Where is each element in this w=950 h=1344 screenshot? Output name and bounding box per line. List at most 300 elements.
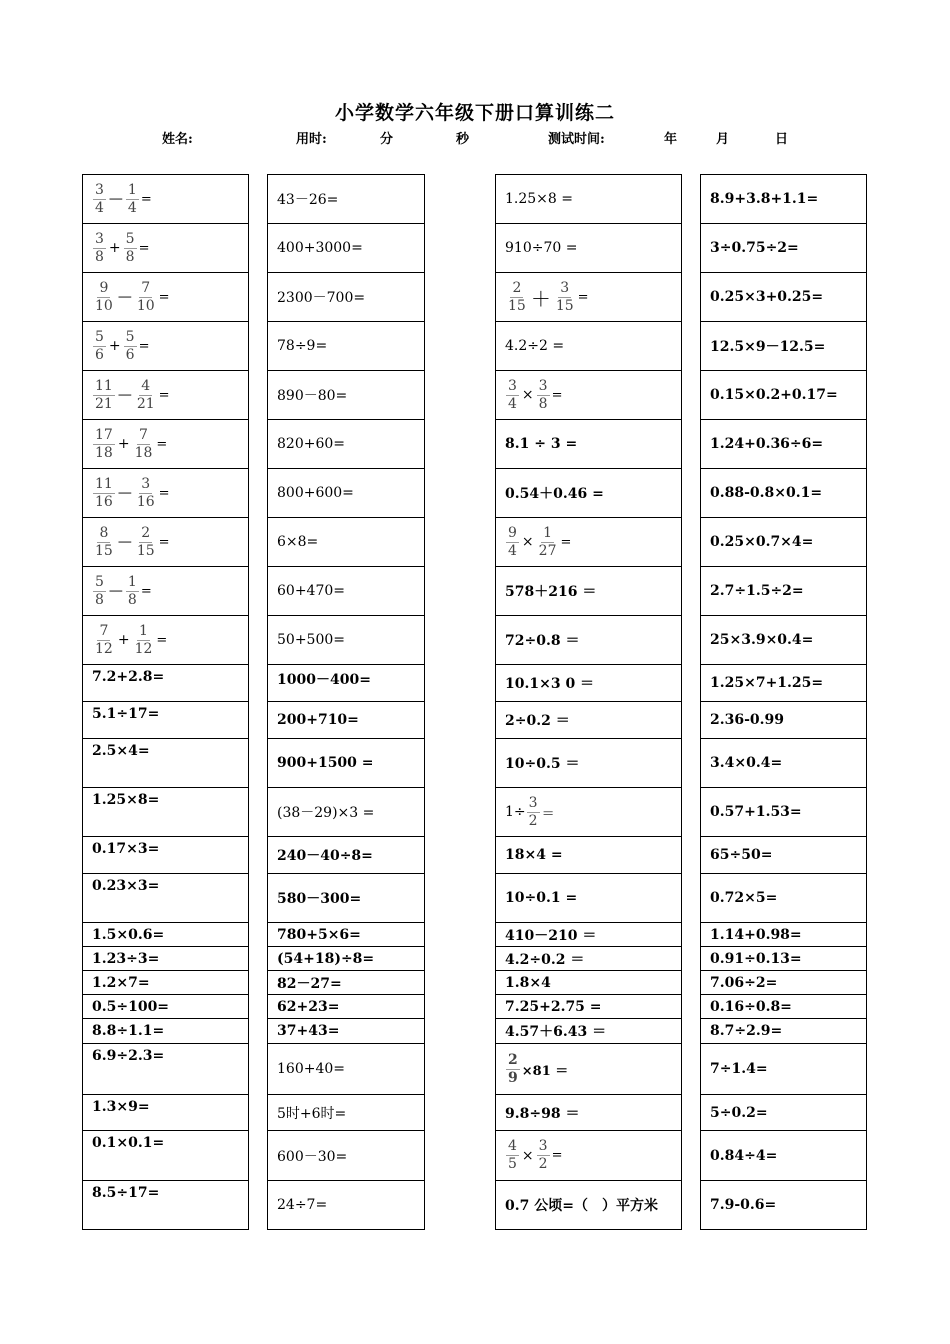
exercise-row [83, 1044, 249, 1095]
denominator: 4 [127, 199, 137, 216]
exercise-text: 8.7÷2.9= [710, 1023, 783, 1039]
exercise-text: 1.8×4 [505, 974, 551, 991]
fraction-expression [505, 525, 571, 560]
denominator: 16 [95, 493, 113, 510]
fraction-expression [505, 280, 589, 315]
exercise-text: 7÷1.4= [710, 1061, 768, 1077]
exercise-cell [83, 175, 249, 224]
exercise-cell [701, 469, 867, 518]
exercise-cell [701, 616, 867, 665]
fraction [93, 378, 115, 413]
exercise-cell [83, 874, 249, 923]
numerator: 3 [95, 181, 104, 198]
exercise-cell [496, 995, 682, 1019]
exercise-cell [268, 874, 425, 923]
exercise-row [701, 1095, 867, 1131]
exercise-cell [268, 420, 425, 469]
equals-sign: = [140, 583, 152, 599]
exercise-row [268, 947, 425, 971]
exercise-cell [701, 1095, 867, 1131]
exercise-row [83, 273, 249, 322]
expression-prefix: 1÷ [505, 804, 526, 820]
exercise-row [83, 420, 249, 469]
equals-sign: = [551, 1148, 563, 1163]
exercise-text: 1.25×8 = [505, 191, 573, 207]
exercise-row [701, 739, 867, 788]
fraction-expression [505, 795, 555, 830]
denominator: 16 [136, 493, 155, 510]
numerator: 1 [127, 181, 137, 198]
exercise-text: 2.5×4= [92, 743, 150, 759]
operator: + [108, 338, 121, 354]
exercise-row [701, 567, 867, 616]
exercise-row [701, 995, 867, 1019]
exercise-text: 6.9÷2.3= [92, 1048, 165, 1064]
fraction-expression [92, 623, 167, 658]
exercise-text: 0.91÷0.13= [710, 950, 802, 967]
exercise-cell [268, 469, 425, 518]
exercise-cell [496, 420, 682, 469]
exercise-cell [701, 371, 867, 420]
fraction-expression [92, 182, 152, 217]
exercise-cell [701, 923, 867, 947]
numerator: 5 [95, 573, 104, 590]
exercise-row [268, 1181, 425, 1230]
numerator: 3 [95, 230, 104, 247]
fraction [537, 1138, 550, 1173]
exercise-text: 6×8= [277, 534, 319, 550]
operator: + [108, 240, 121, 256]
exercise-cell [701, 420, 867, 469]
exercise-cell [496, 616, 682, 665]
exercise-cell [268, 322, 425, 371]
denominator: 8 [95, 248, 104, 265]
numerator: 9 [508, 524, 517, 541]
fraction [133, 427, 155, 462]
numerator: 3 [538, 377, 548, 394]
exercise-text: 900+1500 = [277, 755, 374, 771]
exercise-text: 4.2÷0.2 ＝ [505, 951, 585, 968]
exercise-row [701, 224, 867, 273]
exercise-cell [701, 1181, 867, 1230]
exercise-text: 890－80= [277, 388, 348, 404]
exercise-text: 62+23= [277, 998, 340, 1015]
operator: — [117, 387, 132, 403]
exercise-column-3 [495, 174, 682, 1230]
exercise-cell [268, 923, 425, 947]
exercise-row [268, 971, 425, 995]
exercise-row [268, 469, 425, 518]
exercise-row [83, 616, 249, 665]
exercise-text: 7.25+2.75 = [505, 998, 602, 1015]
exercise-text: 240－40÷8= [277, 848, 373, 864]
fraction [135, 476, 157, 511]
equals-sign: ＝ [541, 806, 555, 822]
fraction [506, 1052, 520, 1087]
fraction [124, 329, 137, 364]
exercise-text: 0.57+1.53= [710, 804, 802, 820]
exercise-text: 1.2×7= [92, 974, 150, 991]
exercise-text: 0.7 公顷=（ ）平方米 [505, 1198, 658, 1214]
exercise-cell [268, 371, 425, 420]
exercise-row [268, 322, 425, 371]
exercise-text: 2300－700= [277, 290, 366, 306]
numerator: 7 [99, 622, 109, 639]
exercise-text: 4.57＋6.43 ＝ [505, 1024, 607, 1040]
exercise-text: 12.5×9－12.5= [710, 339, 826, 355]
exercise-row [701, 665, 867, 702]
numerator: 2 [508, 1051, 518, 1068]
exercise-cell [83, 947, 249, 971]
exercise-row [496, 837, 682, 874]
exercise-cell [496, 175, 682, 224]
exercise-text: 1.14+0.98= [710, 926, 802, 943]
exercise-text: 0.84÷4= [710, 1147, 778, 1164]
equals-sign: = [158, 289, 170, 305]
exercise-text: 65÷50= [710, 847, 773, 863]
exercise-cell [83, 1019, 249, 1044]
exercise-text: 0.72×5= [710, 890, 778, 906]
denominator: 12 [134, 640, 153, 657]
exercise-cell [83, 1131, 249, 1181]
minute-label: 分 [380, 132, 394, 147]
exercise-row [701, 1044, 867, 1095]
exercise-row [268, 273, 425, 322]
operator: — [108, 191, 123, 207]
denominator: 10 [95, 297, 113, 314]
operator: × [521, 1147, 534, 1164]
exercise-text: 0.16÷0.8= [710, 998, 792, 1015]
exercise-row [701, 971, 867, 995]
fraction-expression [92, 329, 149, 364]
exercise-cell [496, 322, 682, 371]
exercise-cell [496, 224, 682, 273]
fraction [506, 1138, 519, 1173]
exercise-cell [268, 175, 425, 224]
numerator: 11 [95, 377, 113, 394]
exercise-text: 1.23÷3= [92, 950, 160, 967]
exercise-row [496, 224, 682, 273]
exercise-cell [496, 273, 682, 322]
fraction [126, 182, 139, 217]
exercise-text: 800+600= [277, 485, 354, 501]
exercise-row [83, 874, 249, 923]
exercise-cell [268, 1095, 425, 1131]
exercise-text: 72÷0.8 ＝ [505, 633, 580, 649]
numerator: 5 [125, 328, 135, 345]
exercise-row [496, 1095, 682, 1131]
denominator: 4 [508, 542, 517, 559]
exercise-cell [268, 995, 425, 1019]
exercise-text: 0.15×0.2+0.17= [710, 387, 838, 403]
exercise-text: 78÷9= [277, 338, 328, 354]
exercise-row [701, 175, 867, 224]
exercise-cell [701, 788, 867, 837]
exercise-cell [83, 616, 249, 665]
fraction [135, 378, 157, 413]
exercise-text: 0.17×3= [92, 841, 160, 857]
exercise-text: 60+470= [277, 583, 345, 599]
fraction [93, 231, 106, 266]
exercise-text: 580－300= [277, 891, 362, 907]
exercise-cell [268, 971, 425, 995]
page-title: 小学数学六年级下册口算训练二 [334, 102, 615, 124]
exercise-text: 0.25×0.7×4= [710, 534, 814, 550]
numerator: 3 [141, 475, 151, 492]
exercise-cell [268, 1131, 425, 1181]
exercise-text: 0.23×3= [92, 878, 160, 894]
exercise-row [496, 971, 682, 995]
fraction-expression [505, 1052, 568, 1087]
exercise-cell [83, 665, 249, 702]
exercise-cell [496, 371, 682, 420]
exercise-text: 600－30= [277, 1148, 348, 1165]
exercise-cell [496, 837, 682, 874]
exercise-row [701, 1131, 867, 1181]
year-label: 年 [664, 132, 678, 147]
exercise-text: 43－26= [277, 192, 339, 208]
exercise-row [496, 175, 682, 224]
exercise-text: 820+60= [277, 436, 345, 452]
exercise-cell [83, 739, 249, 788]
operator: — [117, 534, 132, 550]
exercise-row [268, 788, 425, 837]
exercise-cell [496, 1044, 682, 1095]
exercise-text: 10.1×3 0 ＝ [505, 676, 595, 692]
exercise-row [83, 665, 249, 702]
exercise-text: 0.5÷100= [92, 998, 170, 1015]
fraction [93, 476, 115, 511]
denominator: 6 [95, 346, 104, 363]
fraction [93, 280, 115, 315]
exercise-text: 0.54＋0.46 = [505, 486, 604, 502]
exercise-row [496, 273, 682, 322]
month-label: 月 [716, 132, 730, 147]
exercise-cell [83, 923, 249, 947]
exercise-text: 200+710= [277, 712, 359, 728]
fraction-expression [92, 574, 152, 609]
exercise-column-1 [82, 174, 249, 1230]
exercise-text: 1.25×7+1.25= [710, 675, 824, 691]
exercise-row [496, 1181, 682, 1230]
fraction [135, 525, 157, 560]
exercise-row [83, 837, 249, 874]
exercise-row [701, 874, 867, 923]
exercise-text: 1.24+0.36÷6= [710, 436, 824, 452]
exercise-cell [83, 1044, 249, 1095]
exercise-cell [268, 739, 425, 788]
exercise-cell [701, 665, 867, 702]
exercise-row [268, 739, 425, 788]
exercise-row [496, 788, 682, 837]
exercise-text: 578＋216 ＝ [505, 584, 597, 600]
exercise-row [701, 371, 867, 420]
numerator: 3 [528, 794, 538, 811]
exercise-row [701, 469, 867, 518]
fraction [93, 525, 115, 560]
fraction-expression [92, 525, 170, 560]
exercise-cell [496, 469, 682, 518]
exercise-row [496, 1131, 682, 1181]
exercise-cell [268, 518, 425, 567]
exercise-row [83, 175, 249, 224]
exercise-text: 1.5×0.6= [92, 926, 165, 943]
exercise-cell [83, 788, 249, 837]
denominator: 21 [136, 395, 155, 412]
exercise-cell [496, 702, 682, 739]
denominator: 5 [508, 1156, 517, 1172]
equals-sign: = [577, 289, 589, 305]
exercise-row [268, 420, 425, 469]
exercise-cell [83, 371, 249, 420]
operator: + [117, 436, 130, 452]
exercise-row [83, 371, 249, 420]
exercise-cell [268, 1019, 425, 1044]
exercise-row [83, 567, 249, 616]
exercise-row [83, 1131, 249, 1181]
exercise-row [701, 420, 867, 469]
exercise-cell [83, 469, 249, 518]
operator: + [117, 632, 130, 648]
exercise-row [83, 739, 249, 788]
fraction-expression [92, 476, 170, 511]
exercise-cell [83, 518, 249, 567]
exercise-row [83, 1181, 249, 1230]
exercise-row [496, 420, 682, 469]
exercise-cell [701, 567, 867, 616]
exercise-row [496, 567, 682, 616]
exercise-row [496, 1044, 682, 1095]
numerator: 2 [141, 524, 151, 541]
exercise-cell [496, 739, 682, 788]
exercise-row [268, 1095, 425, 1131]
fraction [527, 795, 540, 830]
day-label: 日 [775, 132, 789, 147]
exercise-text: 0.25×3+0.25= [710, 289, 824, 305]
denominator: 9 [508, 1069, 518, 1086]
numerator: 4 [508, 1138, 517, 1154]
exercise-row [268, 1131, 425, 1181]
exercise-row [701, 947, 867, 971]
test-time-label: 测试时间: [548, 132, 605, 147]
denominator: 18 [95, 444, 113, 461]
exercise-row [268, 616, 425, 665]
exercise-text: 3.4×0.4= [710, 755, 783, 771]
exercise-text: 1.25×8= [92, 792, 160, 808]
numerator: 9 [99, 279, 109, 296]
exercise-text: 410－210 ＝ [505, 927, 597, 944]
exercise-cell [83, 322, 249, 371]
fraction-expression [505, 1138, 562, 1173]
equals-sign: = [158, 534, 170, 550]
exercise-text: (54+18)÷8= [277, 950, 375, 967]
exercise-cell [496, 1019, 682, 1044]
exercise-row [496, 518, 682, 567]
exercise-text: 1000－400= [277, 672, 371, 688]
exercise-row [83, 702, 249, 739]
exercise-cell [83, 702, 249, 739]
exercise-column-4 [700, 174, 867, 1230]
exercise-row [496, 1019, 682, 1044]
denominator: 15 [136, 542, 155, 559]
denominator: 8 [125, 248, 135, 265]
exercise-row [496, 371, 682, 420]
exercise-row [268, 518, 425, 567]
exercise-cell [701, 175, 867, 224]
exercise-row [268, 1044, 425, 1095]
exercise-text: 0.88-0.8×0.1= [710, 485, 823, 501]
exercise-row [83, 1095, 249, 1131]
numerator: 7 [141, 279, 151, 296]
exercise-text: 4.2÷2 = [505, 338, 565, 354]
numerator: 1 [543, 524, 553, 541]
numerator: 8 [99, 524, 109, 541]
equals-sign: ×81 ＝ [521, 1063, 569, 1079]
denominator: 8 [95, 591, 104, 608]
equals-sign: = [158, 387, 170, 403]
exercise-text: 7.06÷2= [710, 974, 778, 991]
exercise-text: 2÷0.2 ＝ [505, 713, 570, 729]
equals-sign: = [140, 191, 152, 207]
exercise-text: 160+40= [277, 1061, 345, 1077]
exercise-row [701, 1019, 867, 1044]
exercise-cell [83, 1095, 249, 1131]
exercise-cell [496, 923, 682, 947]
exercise-row [83, 322, 249, 371]
exercise-text: 10÷0.5 ＝ [505, 756, 580, 772]
denominator: 6 [125, 346, 135, 363]
exercise-cell [701, 518, 867, 567]
numerator: 17 [95, 426, 113, 443]
exercise-text: 5时+6时= [277, 1105, 347, 1122]
denominator: 27 [538, 542, 557, 559]
denominator: 15 [555, 297, 574, 314]
fraction [93, 427, 115, 462]
fraction-expression [92, 427, 167, 462]
exercise-cell [83, 1181, 249, 1230]
denominator: 2 [538, 1156, 548, 1172]
exercise-row [83, 947, 249, 971]
exercise-row [701, 702, 867, 739]
exercise-cell [496, 971, 682, 995]
denominator: 10 [136, 297, 155, 314]
exercise-text: 3÷0.75÷2= [710, 240, 799, 256]
exercise-cell [268, 616, 425, 665]
exercise-cell [268, 273, 425, 322]
exercise-row [268, 175, 425, 224]
exercise-text: 5÷0.2= [710, 1104, 768, 1121]
exercise-row [268, 874, 425, 923]
fraction [506, 525, 519, 560]
exercise-text: 37+43= [277, 1023, 340, 1039]
exercise-row [83, 224, 249, 273]
exercise-text: 0.1×0.1= [92, 1135, 165, 1151]
exercise-row [268, 923, 425, 947]
exercise-text: 780+5×6= [277, 926, 361, 943]
exercise-cell [701, 874, 867, 923]
equals-sign: = [138, 240, 150, 256]
exercise-row [268, 837, 425, 874]
exercise-text: 7.9-0.6= [710, 1197, 777, 1213]
exercise-text: 8.8÷1.1= [92, 1023, 165, 1039]
numerator: 3 [538, 1138, 548, 1154]
equals-sign: = [138, 338, 150, 354]
name-label: 姓名: [162, 132, 193, 147]
exercise-row [268, 1019, 425, 1044]
fraction [506, 378, 519, 413]
exercise-row [701, 788, 867, 837]
exercise-column-2 [267, 174, 425, 1230]
